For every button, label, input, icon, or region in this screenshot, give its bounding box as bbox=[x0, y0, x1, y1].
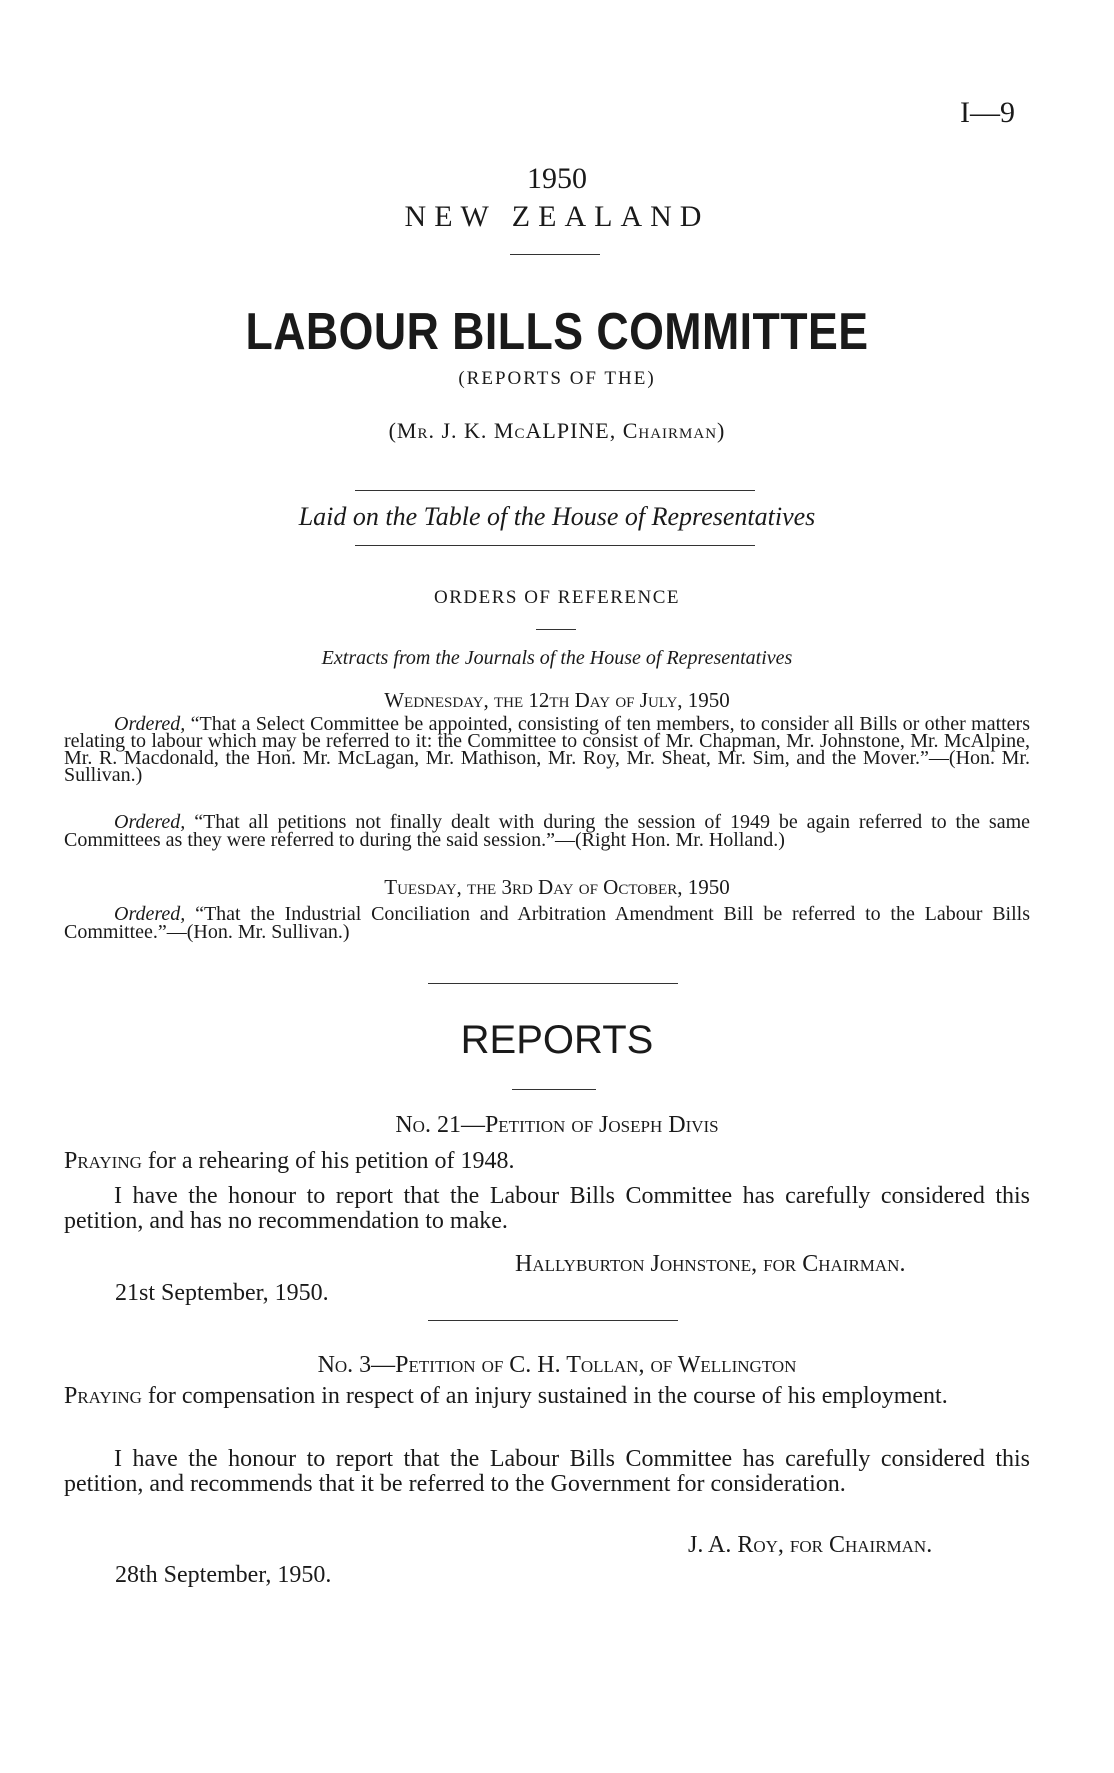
order-text: “That the Industrial Conciliation and Arbitration Amendment Bill be referred to the Labour Bills Committee.”—(Hon. Mr. Sullivan.) bbox=[64, 903, 1030, 943]
divider bbox=[536, 629, 576, 630]
order-text: “That a Select Committee be appointed, consisting of ten members, to consider all Bills or other matters relating to labour which may be referred to it: the Committee to consist of Mr. Chapman, Mr. Johnstone, Mr. McAlpine, Mr. R. Macdonald, the Hon. Mr. McLagan, Mr. Mathison, Mr. Roy, Mr. Sheat, Mr. Sim, and the Mover.”—(Hon. Mr. Sullivan.) bbox=[64, 713, 1031, 786]
divider bbox=[355, 545, 755, 546]
praying-label: Praying bbox=[64, 1148, 142, 1174]
ordered-label: Ordered, bbox=[114, 811, 186, 833]
page-reference: I—9 bbox=[960, 96, 1015, 129]
divider bbox=[512, 1089, 596, 1090]
order-paragraph bbox=[64, 713, 1031, 786]
ordered-label: Ordered, bbox=[114, 713, 186, 735]
praying-line bbox=[64, 1384, 1030, 1409]
praying-text: for compensation in respect of an injury sustained in the course of his employment. bbox=[147, 1383, 948, 1409]
praying-label: Praying bbox=[64, 1383, 142, 1409]
date-tuesday: Tuesday, the 3rd Day of October, 1950 bbox=[384, 875, 730, 899]
report-body: I have the honour to report that the Labour Bills Committee has carefully considered this petition, and recommends that it be referred to the Government for consideration. bbox=[64, 1446, 1030, 1497]
divider bbox=[428, 1320, 678, 1321]
date-wednesday: Wednesday, the 12th Day of July, 1950 bbox=[384, 688, 730, 712]
report-title: No. 3—Petition of C. H. Tollan, of Wellington bbox=[317, 1352, 797, 1378]
report-title: No. 21—Petition of Joseph Divis bbox=[395, 1112, 719, 1138]
ordered-label: Ordered, bbox=[114, 903, 186, 925]
signature: J. A. Roy, for Chairman. bbox=[688, 1532, 933, 1558]
report-body: I have the honour to report that the Labour Bills Committee has carefully considered this petition, and has no recommendation to make. bbox=[64, 1183, 1030, 1234]
year: 1950 bbox=[527, 162, 587, 195]
order-text: “That all petitions not finally dealt with during the session of 1949 be again referred to the same Committees as they were referred to during the said session.”—(Right Hon. Mr. Holland.) bbox=[64, 811, 1031, 851]
report-date: 28th September, 1950. bbox=[115, 1562, 332, 1588]
order-paragraph bbox=[64, 813, 1030, 849]
reports-heading: REPORTS bbox=[460, 1018, 654, 1062]
divider bbox=[510, 254, 600, 255]
divider bbox=[428, 983, 678, 984]
praying-text: for a rehearing of his petition of 1948. bbox=[147, 1148, 515, 1174]
extracts-line: Extracts from the Journals of the House of Representatives bbox=[321, 647, 793, 669]
orders-heading: ORDERS OF REFERENCE bbox=[434, 587, 680, 608]
country: NEW ZEALAND bbox=[404, 200, 710, 233]
laid-on-table: Laid on the Table of the House of Representatives bbox=[298, 502, 816, 531]
subtitle: (REPORTS OF THE) bbox=[458, 368, 656, 389]
praying-line bbox=[64, 1148, 1044, 1175]
report-date: 21st September, 1950. bbox=[115, 1280, 329, 1306]
divider bbox=[355, 490, 755, 491]
order-paragraph bbox=[64, 905, 1030, 941]
chairman-line: (Mr. J. K. McALPINE, Chairman) bbox=[388, 418, 726, 443]
page-title: LABOUR BILLS COMMITTEE bbox=[245, 303, 869, 361]
signature: Hallyburton Johnstone, for Chairman. bbox=[515, 1251, 906, 1277]
